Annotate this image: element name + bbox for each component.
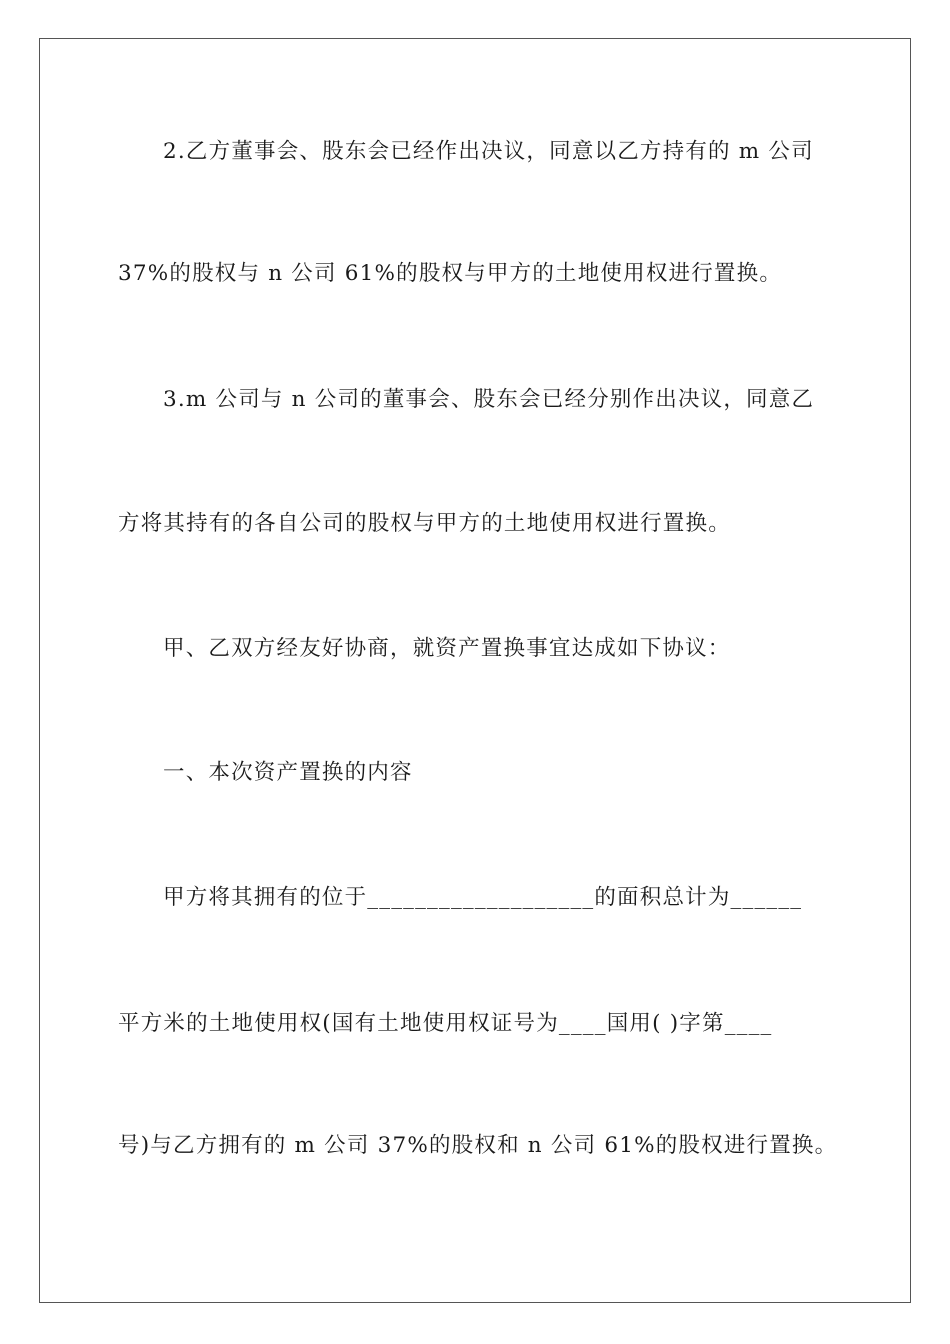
paragraph-line: 3.m 公司与 n 公司的董事会、股东会已经分别作出决议，同意乙 — [163, 387, 815, 412]
paragraph-line: 甲方将其拥有的位于___________________的面积总计为______ — [163, 885, 803, 910]
paragraph-line: 甲、乙双方经友好协商，就资产置换事宜达成如下协议： — [163, 636, 731, 661]
paragraph-line: 37%的股权与 n 公司 61%的股权与甲方的土地使用权进行置换。 — [118, 261, 783, 286]
page-border — [39, 38, 911, 1303]
paragraph-line: 号)与乙方拥有的 m 公司 37%的股权和 n 公司 61%的股权进行置换。 — [118, 1133, 838, 1158]
paragraph-line: 平方米的土地使用权(国有土地使用权证号为____国用( )字第____ — [118, 1011, 773, 1036]
section-heading: 一、本次资产置换的内容 — [163, 760, 413, 785]
paragraph-line: 2.乙方董事会、股东会已经作出决议，同意以乙方持有的 m 公司 — [163, 139, 814, 164]
paragraph-line: 方将其持有的各自公司的股权与甲方的土地使用权进行置换。 — [118, 511, 731, 536]
